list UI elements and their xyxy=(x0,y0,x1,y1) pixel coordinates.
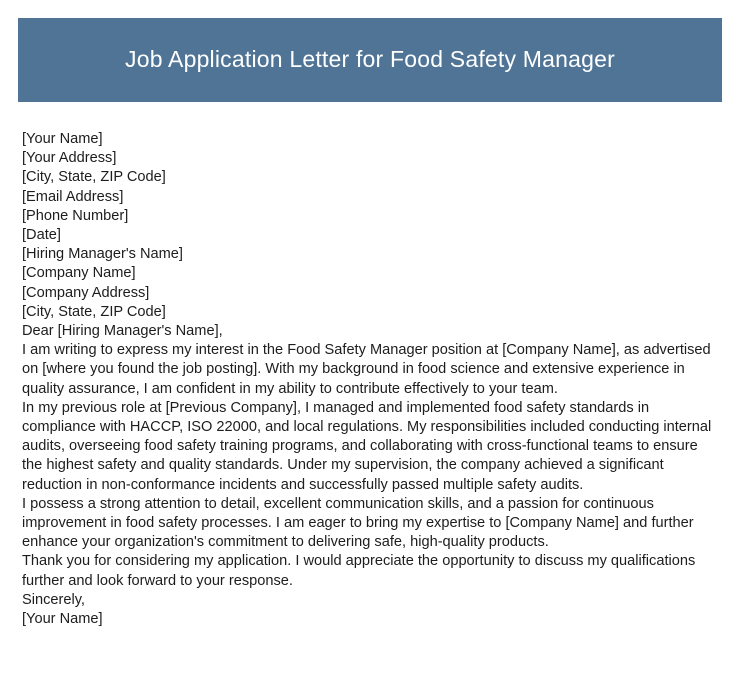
letter-line-company-name: [Company Name] xyxy=(22,265,136,282)
letter-line-date: [Date] xyxy=(22,227,61,244)
letter-line-your-address: [Your Address] xyxy=(22,150,117,167)
letter-salutation: Dear [Hiring Manager's Name], xyxy=(22,323,223,340)
letter-paragraph-1: I am writing to express my interest in the Food Safety Manager position at [Company Name], as advertised on [where you found the job posting]. With my background in food science and extensive experience in quality assurance, I am confident in my ability to contribute effectively to your team. xyxy=(22,342,711,397)
letter-line-company-address: [Company Address] xyxy=(22,284,150,301)
letter-line-email-address: [Email Address] xyxy=(22,188,124,205)
letter-line-city-state-zip: [City, State, ZIP Code] xyxy=(22,169,166,186)
letter-paragraph-2: In my previous role at [Previous Company], I managed and implemented food safety standards in compliance with HACCP, ISO 22000, and local regulations. My responsibilities included conducting internal audits, overseeing food safety training programs, and collaborating with cross-functional teams to ensure the highest safety and quality standards. Under my supervision, the company achieved a significant reduction in non-conformance incidents and successfully passed multiple safety audits. xyxy=(22,399,712,493)
document-header-banner xyxy=(18,18,722,102)
letter-line-hiring-manager-name: [Hiring Manager's Name] xyxy=(22,246,183,263)
letter-signature-name: [Your Name] xyxy=(22,611,103,628)
letter-body xyxy=(18,102,722,629)
letter-line-your-name: [Your Name] xyxy=(22,131,103,147)
letter-paragraph-3: I possess a strong attention to detail, excellent communication skills, and a passion for continuous improvement in food safety processes. I am eager to bring my expertise to [Company Name] and further enhance your organization's commitment to delivering safe, high-quality products. xyxy=(22,495,694,551)
letter-closing: Sincerely, xyxy=(22,591,85,608)
letter-paragraph-4: Thank you for considering my application. I would appreciate the opportunity to discuss my qualifications further and look forward to your response. xyxy=(22,553,696,589)
letter-line-phone-number: [Phone Number] xyxy=(22,207,129,224)
letter-line-company-city-state-zip: [City, State, ZIP Code] xyxy=(22,303,166,320)
page-title: Job Application Letter for Food Safety Manager xyxy=(125,46,615,73)
